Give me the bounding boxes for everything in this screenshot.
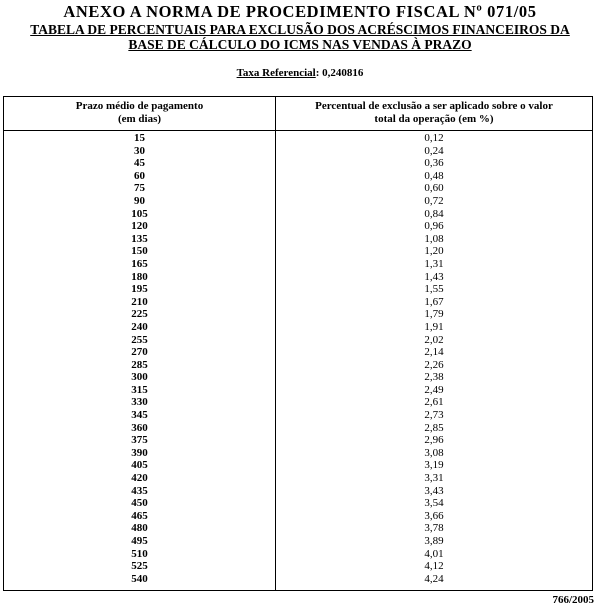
cell-prazo: 525 xyxy=(131,560,148,573)
cell-percentual: 1,79 xyxy=(424,308,444,321)
cell-percentual: 2,38 xyxy=(424,371,444,384)
cell-prazo: 315 xyxy=(131,383,148,396)
cell-prazo: 480 xyxy=(131,522,148,535)
table-row xyxy=(4,258,592,271)
table-row xyxy=(4,447,592,460)
table-row xyxy=(4,132,592,145)
page-footer-code: 766/2005 xyxy=(552,594,594,606)
table-row xyxy=(4,245,592,258)
cell-percentual: 1,91 xyxy=(424,320,444,333)
cell-prazo: 210 xyxy=(131,295,148,308)
cell-prazo: 405 xyxy=(131,459,148,472)
cell-prazo: 330 xyxy=(131,396,148,409)
cell-percentual: 3,78 xyxy=(424,522,444,535)
cell-percentual: 3,19 xyxy=(424,459,444,472)
cell-prazo: 240 xyxy=(131,320,148,333)
table-row xyxy=(4,422,592,435)
column-header-prazo xyxy=(4,100,275,126)
cell-prazo: 540 xyxy=(131,572,148,585)
cell-prazo: 450 xyxy=(131,497,148,510)
cell-prazo: 510 xyxy=(131,547,148,560)
table-row xyxy=(4,573,592,586)
cell-prazo: 45 xyxy=(134,157,145,170)
cell-percentual: 3,43 xyxy=(424,484,444,497)
table-row xyxy=(4,346,592,359)
table-body xyxy=(4,132,592,585)
table-row xyxy=(4,434,592,447)
cell-percentual: 4,24 xyxy=(424,572,444,585)
cell-prazo: 345 xyxy=(131,409,148,422)
cell-percentual: 3,66 xyxy=(424,509,444,522)
column-header-percentual-line1: Percentual de exclusão a ser aplicado sobre o valor xyxy=(315,100,553,112)
cell-prazo: 420 xyxy=(131,472,148,485)
column-header-prazo-line1: Prazo médio de pagamento xyxy=(75,100,204,112)
cell-percentual: 0,72 xyxy=(424,194,444,207)
reference-rate xyxy=(0,67,600,79)
cell-prazo: 60 xyxy=(134,169,145,182)
cell-prazo: 165 xyxy=(131,257,148,270)
table-row xyxy=(4,182,592,195)
table-row xyxy=(4,220,592,233)
cell-percentual: 1,43 xyxy=(424,270,444,283)
cell-prazo: 435 xyxy=(131,484,148,497)
cell-percentual: 2,14 xyxy=(424,346,444,359)
cell-prazo: 150 xyxy=(131,245,148,258)
cell-prazo: 105 xyxy=(131,207,148,220)
table-subtitle-line2: BASE DE CÁLCULO DO ICMS NAS VENDAS À PRAZO xyxy=(128,37,472,52)
percent-table xyxy=(3,96,593,591)
cell-prazo: 285 xyxy=(131,358,148,371)
cell-prazo: 75 xyxy=(134,182,145,195)
document-title: ANEXO A NORMA DE PROCEDIMENTO FISCAL Nº 071/05 xyxy=(63,2,537,21)
cell-prazo: 255 xyxy=(131,333,148,346)
table-row xyxy=(4,334,592,347)
cell-prazo: 225 xyxy=(131,308,148,321)
cell-percentual: 2,85 xyxy=(424,421,444,434)
cell-percentual: 1,31 xyxy=(424,257,444,270)
cell-percentual: 2,96 xyxy=(424,434,444,447)
cell-percentual: 0,24 xyxy=(424,144,444,157)
table-row xyxy=(4,371,592,384)
table-row xyxy=(4,208,592,221)
cell-percentual: 0,84 xyxy=(424,207,444,220)
table-row xyxy=(4,510,592,523)
table-row xyxy=(4,359,592,372)
cell-prazo: 360 xyxy=(131,421,148,434)
cell-percentual: 2,61 xyxy=(424,396,444,409)
table-row xyxy=(4,396,592,409)
cell-percentual: 3,31 xyxy=(424,472,444,485)
cell-percentual: 1,08 xyxy=(424,232,444,245)
table-row xyxy=(4,548,592,561)
cell-percentual: 4,01 xyxy=(424,547,444,560)
cell-percentual: 3,89 xyxy=(424,535,444,547)
cell-prazo: 180 xyxy=(131,270,148,283)
cell-prazo: 465 xyxy=(131,509,148,522)
table-row xyxy=(4,384,592,397)
table-row xyxy=(4,145,592,158)
cell-percentual: 0,12 xyxy=(424,132,444,144)
cell-percentual: 0,60 xyxy=(424,182,444,195)
cell-prazo: 390 xyxy=(131,446,148,459)
cell-percentual: 1,20 xyxy=(424,245,444,258)
cell-prazo: 15 xyxy=(134,132,145,144)
cell-percentual: 4,12 xyxy=(424,560,444,573)
column-header-percentual-line2: total da operação (em %) xyxy=(374,113,494,125)
cell-percentual: 3,08 xyxy=(424,446,444,459)
cell-prazo: 120 xyxy=(131,220,148,233)
table-row xyxy=(4,170,592,183)
cell-prazo: 135 xyxy=(131,232,148,245)
table-row xyxy=(4,472,592,485)
cell-percentual: 2,49 xyxy=(424,383,444,396)
table-row xyxy=(4,283,592,296)
reference-rate-label: Taxa Referencial xyxy=(236,67,316,79)
cell-percentual: 1,67 xyxy=(424,295,444,308)
cell-percentual: 2,26 xyxy=(424,358,444,371)
table-row xyxy=(4,535,592,548)
cell-percentual: 2,02 xyxy=(424,333,444,346)
cell-percentual: 3,54 xyxy=(424,497,444,510)
table-row xyxy=(4,195,592,208)
cell-prazo: 270 xyxy=(131,346,148,359)
table-row xyxy=(4,233,592,246)
cell-prazo: 30 xyxy=(134,144,145,157)
column-header-percentual xyxy=(276,100,592,126)
cell-prazo: 195 xyxy=(131,283,148,296)
cell-prazo: 300 xyxy=(131,371,148,384)
table-row xyxy=(4,485,592,498)
cell-percentual: 0,36 xyxy=(424,157,444,170)
header-divider xyxy=(4,130,592,131)
table-row xyxy=(4,296,592,309)
table-row xyxy=(4,157,592,170)
table-row xyxy=(4,560,592,573)
table-row xyxy=(4,321,592,334)
table-row xyxy=(4,497,592,510)
table-subtitle-line1: TABELA DE PERCENTUAIS PARA EXCLUSÃO DOS ACRÉSCIMOS FINANCEIROS DA xyxy=(30,22,570,37)
column-header-prazo-line2: (em dias) xyxy=(117,113,162,125)
table-row xyxy=(4,271,592,284)
cell-percentual: 2,73 xyxy=(424,409,444,422)
cell-prazo: 90 xyxy=(134,194,145,207)
cell-percentual: 1,55 xyxy=(424,283,444,296)
cell-percentual: 0,48 xyxy=(424,169,444,182)
table-row xyxy=(4,522,592,535)
cell-percentual: 0,96 xyxy=(424,220,444,233)
table-row xyxy=(4,409,592,422)
table-row xyxy=(4,459,592,472)
table-row xyxy=(4,308,592,321)
cell-prazo: 375 xyxy=(131,434,148,447)
reference-rate-value: : 0,240816 xyxy=(315,67,364,79)
cell-prazo: 495 xyxy=(131,535,148,547)
